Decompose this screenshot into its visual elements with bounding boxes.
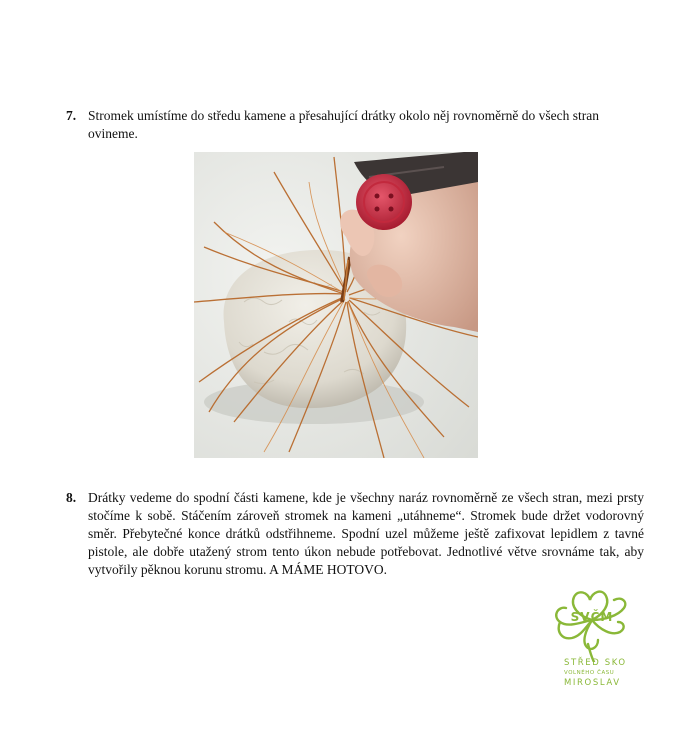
logo-line-3: MIROSLAV [564,678,621,688]
svcm-logo [552,586,636,696]
logo-line-1: STŘED SKO [564,658,627,668]
step-8-number: 8. [66,490,77,505]
logo-acronym: SVČM [570,610,614,624]
step-8-text: Drátky vedeme do spodní části kamene, kde je všechny naráz rovnoměrně ze všech stran, mezi prsty stočíme k sobě. Stáčením zároveň stromek na kameni „utáhneme“. Stromek bude držet vodorovný směr. Přebytečné konce drátků odstřihneme. Spodní uzel můžeme ještě zafixovat lepidlem z tavné pistole, ale dobře utažený strom tento úkon nebude potřebovat. Jednotlivé větve srovnáme tak, aby vytvořily pěknou korunu stromu. A MÁME HOTOVO. [88,490,644,577]
step-8 [66,489,644,579]
photo-copper-wire-tree-icon [194,152,478,458]
step-7 [66,107,644,143]
step-7-text: Stromek umístíme do středu kamene a přesahující drátky okolo něj rovnoměrně do všech stran ovineme. [88,108,599,141]
clover-logo-icon [552,586,636,662]
step-photo [194,152,478,458]
logo-line-2: VOLNÉHO ČASU [564,670,615,676]
step-7-number: 7. [66,108,77,123]
